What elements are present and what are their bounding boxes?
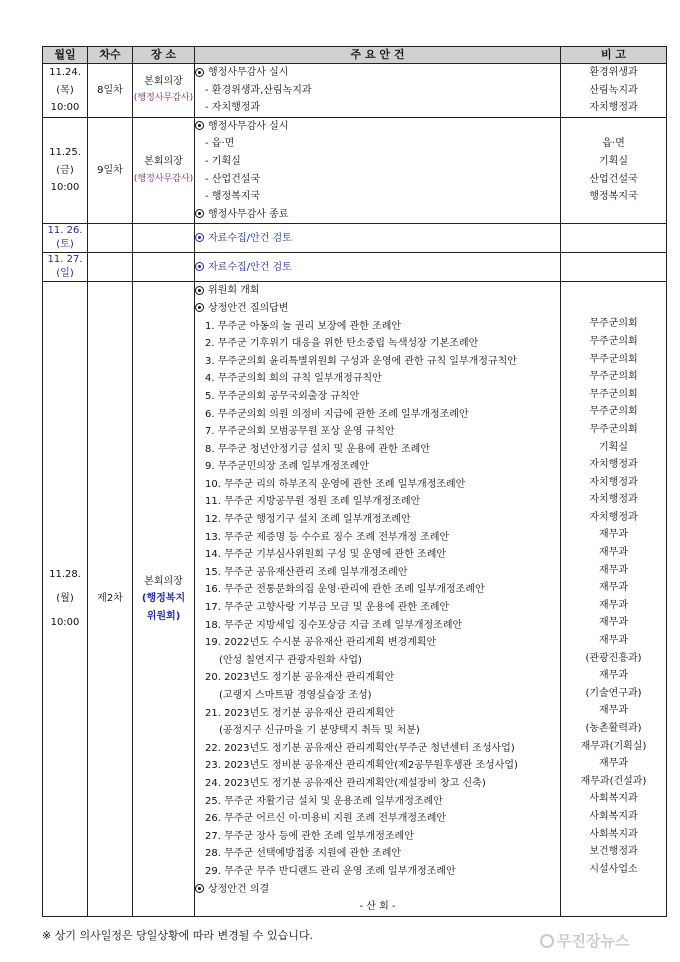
- agenda-item: 29. 무주군 무주 반디랜드 관리 운영 조례 일부개정조례안: [205, 865, 456, 877]
- header-date: 월일: [43, 47, 88, 64]
- agenda-item: 24. 2023년도 정기분 공유재산 관리계획안(제설장비 창고 신축): [205, 777, 486, 789]
- agenda-item: - 환경위생과,산림녹지과: [205, 84, 312, 96]
- note-item: 무주군의회: [589, 318, 638, 330]
- schedule-document: [42, 46, 666, 917]
- weekday-text: (토): [56, 239, 74, 251]
- note-item: 재무과(기획실): [580, 740, 647, 752]
- note-item: 무주군의회: [589, 423, 638, 435]
- agenda-item: 6. 무주군의회 의원 의정비 지급에 관한 조례 일부개정조례안: [205, 408, 469, 420]
- place-subtext: (행정사무감사): [133, 173, 194, 184]
- note-item: 무주군의회: [589, 371, 638, 383]
- bullet-icon: [195, 884, 204, 893]
- agenda-item: 상정안건 의결: [208, 883, 270, 895]
- agenda-item: - 산업건설국: [205, 173, 261, 185]
- date-cell: [43, 282, 88, 916]
- date-text: 11.24.: [49, 67, 81, 78]
- header-note: 비 고: [561, 47, 667, 64]
- agenda-item: 25. 무주군 자활기금 설치 및 운용조례 일부개정조례안: [205, 795, 443, 807]
- place-subtext: 위원회): [146, 610, 181, 622]
- agenda-item: 22. 2023년도 정기분 공유재산 관리계획안(무주군 청년센터 조성사업): [205, 742, 515, 754]
- session-cell: [88, 224, 133, 253]
- note-list: [561, 315, 666, 878]
- agenda-item: 3. 무주군의회 윤리특별위원회 구성과 운영에 관한 규칙 일부개정규칙안: [205, 355, 517, 367]
- note-item: 사회복지과: [589, 810, 638, 822]
- session-cell: 제2차: [88, 282, 133, 916]
- date-cell: [43, 224, 88, 253]
- note-item: 환경위생과: [589, 67, 638, 78]
- table-row: [43, 224, 667, 253]
- bullet-icon: [195, 68, 204, 77]
- date-cell: [43, 117, 88, 224]
- place-text: 본회의장: [144, 155, 183, 167]
- note-item: 자치행정과: [589, 494, 638, 506]
- agenda-item: 2. 무주군 기후위기 대응을 위한 탄소중립 녹색성장 기본조례안: [205, 338, 479, 350]
- agenda-item: 8. 무주군 청년안정기금 설치 및 운용에 관한 조례안: [205, 443, 430, 455]
- agenda-item-detail: (안성 칠연지구 관광자원화 사업): [219, 654, 362, 666]
- bullet-icon: [195, 209, 204, 218]
- place-cell: [133, 224, 195, 253]
- agenda-item: - 기획실: [205, 155, 241, 167]
- note-item: 재무과: [599, 617, 628, 629]
- agenda-item: 20. 2023년도 정기분 공유재산 관리계획안: [205, 672, 395, 684]
- date-text: 11. 27.: [47, 254, 83, 266]
- note-item: 재무과(건설과): [580, 775, 647, 787]
- agenda-item: 18. 무주군 지방세입 징수포상금 지급 조례 일부개정조례안: [205, 619, 463, 631]
- agenda-item-detail: (고랭지 스마트팜 경영실습장 조성): [219, 690, 372, 701]
- watermark: [540, 930, 629, 951]
- date-text: 11.25.: [49, 147, 81, 159]
- agenda-item: 행정사무감사 종료: [208, 208, 289, 220]
- agenda-cell: [195, 64, 561, 118]
- place-subtext: (행정사무감사): [133, 93, 194, 104]
- note-item: (농촌활력과): [585, 723, 642, 734]
- time-text: 10:00: [50, 617, 80, 629]
- place-cell: [133, 253, 195, 282]
- header-place: 장 소: [133, 47, 195, 64]
- agenda-item: 행정사무감사 실시: [208, 120, 289, 132]
- date-cell: [43, 253, 88, 282]
- date-cell: [43, 64, 88, 118]
- agenda-item: 27. 무주군 장사 등에 관한 조례 일부개정조례안: [205, 830, 414, 842]
- note-item: 시설사업소: [589, 863, 638, 875]
- watermark-text: 무진장뉴스: [557, 932, 630, 950]
- note-item: 재무과: [599, 599, 628, 611]
- table-row: [43, 253, 667, 282]
- note-cell: [561, 64, 667, 118]
- note-item: 재무과: [599, 758, 628, 770]
- note-item: 보건행정과: [589, 846, 638, 858]
- note-item: 기획실: [599, 441, 628, 453]
- agenda-item-list: [195, 318, 560, 881]
- agenda-item: - 자치행정과: [205, 102, 261, 114]
- agenda-cell: [195, 282, 561, 916]
- place-subtext: (행정복지: [141, 593, 186, 605]
- note-item: 재무과: [599, 582, 628, 594]
- agenda-cell: [195, 253, 561, 282]
- note-cell: [561, 282, 667, 916]
- weekday-text: (목): [56, 84, 74, 96]
- note-item: 무주군의회: [589, 406, 638, 418]
- note-item: 재무과: [599, 670, 628, 682]
- agenda-item: 17. 무주군 고향사랑 기부금 모금 및 운용에 관한 조례안: [205, 602, 450, 614]
- note-item: 자치행정과: [589, 476, 638, 488]
- agenda-item: - 행정복지국: [205, 191, 261, 203]
- note-item: 기획실: [599, 155, 628, 167]
- agenda-item: 23. 2023년도 정비분 공유재산 관리계획안(제2공무원후생관 조성사업): [205, 760, 518, 772]
- footnote: ※ 상기 의사일정은 당일상황에 따라 변경될 수 있습니다.: [42, 929, 313, 942]
- agenda-item: 행정사무감사 실시: [208, 67, 289, 78]
- table-row: [43, 64, 667, 118]
- agenda-item: 9. 무주군민의장 조례 일부개정조례안: [205, 461, 369, 473]
- agenda-item: 5. 무주군의회 공무국외출장 규칙안: [205, 390, 360, 402]
- note-cell: [561, 253, 667, 282]
- schedule-table: [42, 46, 667, 917]
- bullet-icon: [195, 121, 204, 130]
- closing-text: - 산 회 -: [359, 901, 396, 913]
- agenda-item: 7. 무주군의회 모범공무원 포상 운영 규칙안: [205, 426, 395, 438]
- time-text: 10:00: [50, 102, 80, 114]
- agenda-item: 1. 무주군 아동의 놀 권리 보장에 관한 조례안: [205, 320, 402, 332]
- agenda-item: 12. 무주군 행정기구 설치 조례 일부개정조례안: [205, 514, 411, 526]
- agenda-item: 11. 무주군 지방공무원 정원 조례 일부개정조례안: [205, 496, 421, 508]
- note-item: (기술연구과): [585, 687, 642, 699]
- date-text: 11. 26.: [47, 225, 83, 237]
- bullet-icon: [195, 233, 204, 242]
- agenda-item: 26. 무주군 어르신 이·미용비 지원 조례 전부개정조례안: [205, 813, 447, 825]
- agenda-item-detail: (공정지구 신규마을 기 분양택지 취득 및 처분): [219, 725, 420, 737]
- agenda-item: 19. 2022년도 수시분 공유재산 관리계획 변경계획안: [205, 637, 437, 649]
- note-item: 자치행정과: [589, 102, 638, 114]
- note-cell: [561, 224, 667, 253]
- note-item: (관광진흥과): [585, 652, 642, 664]
- agenda-item: 10. 무주군 리의 하부조직 운영에 관한 조례 일부개정조례안: [205, 478, 466, 490]
- note-item: 무주군의회: [589, 353, 638, 365]
- agenda-cell: [195, 224, 561, 253]
- agenda-item: 4. 무주군의회 회의 규칙 일부개정규칙안: [205, 373, 382, 385]
- note-item: 재무과: [599, 564, 628, 576]
- note-item: 무주군의회: [589, 335, 638, 347]
- note-item: 자치행정과: [589, 511, 638, 523]
- time-text: 10:00: [50, 182, 80, 194]
- watermark-logo-icon: [540, 934, 554, 948]
- place-text: 본회의장: [144, 575, 183, 587]
- place-cell: [133, 282, 195, 916]
- agenda-item: 15. 무주군 공유재산관리 조례 일부개정조례안: [205, 566, 408, 578]
- date-text: 11.28.: [49, 569, 81, 581]
- note-item: 무주군의회: [589, 388, 638, 400]
- session-cell: 8일차: [88, 64, 133, 118]
- agenda-item: 자료수집/안건 검토: [208, 232, 292, 244]
- agenda-item: 자료수집/안건 검토: [208, 261, 292, 273]
- note-item: 재무과: [599, 547, 628, 559]
- agenda-item: 상정안건 질의답변: [208, 302, 289, 314]
- session-cell: 9일차: [88, 117, 133, 224]
- agenda-item: 13. 무주군 제증명 등 수수료 징수 조례 전부개정 조례안: [205, 531, 450, 543]
- note-item: 산림녹지과: [589, 84, 638, 96]
- weekday-text: (일): [56, 268, 74, 280]
- header-agenda: 주 요 안 건: [195, 47, 561, 64]
- agenda-item: 14. 무주군 기부심사위원회 구성 및 운영에 관한 조례안: [205, 549, 447, 561]
- bullet-icon: [195, 303, 204, 312]
- table-row: [43, 282, 667, 916]
- place-cell: [133, 64, 195, 118]
- note-item: 재무과: [599, 635, 628, 647]
- note-item: 사회복지과: [589, 793, 638, 805]
- weekday-text: (금): [56, 164, 74, 176]
- bullet-icon: [195, 286, 204, 295]
- note-item: 읍·면: [602, 138, 625, 150]
- agenda-item: 16. 무주군 전통문화의집 운영·관리에 관한 조례 일부개정조례안: [205, 584, 485, 596]
- note-item: 행정복지국: [589, 191, 638, 203]
- note-item: 산업건설국: [589, 173, 638, 185]
- agenda-item: 위원회 개회: [208, 285, 260, 297]
- agenda-item: 28. 무주군 선택예방접종 지원에 관한 조례안: [205, 848, 402, 860]
- bullet-icon: [195, 262, 204, 271]
- note-item: 재무과: [599, 529, 628, 541]
- agenda-item: 21. 2023년도 정기분 공유재산 관리계획안: [205, 707, 395, 719]
- session-cell: [88, 253, 133, 282]
- agenda-item: - 읍·면: [205, 138, 235, 150]
- note-item: 재무과: [599, 705, 628, 717]
- note-item: 자치행정과: [589, 459, 638, 471]
- note-item: 사회복지과: [589, 828, 638, 840]
- place-text: 본회의장: [144, 75, 183, 87]
- header-row: [43, 47, 667, 64]
- weekday-text: (월): [56, 593, 74, 605]
- agenda-cell: [195, 117, 561, 224]
- header-session: 차수: [88, 47, 133, 64]
- note-cell: [561, 117, 667, 224]
- place-cell: [133, 117, 195, 224]
- table-row: [43, 117, 667, 224]
